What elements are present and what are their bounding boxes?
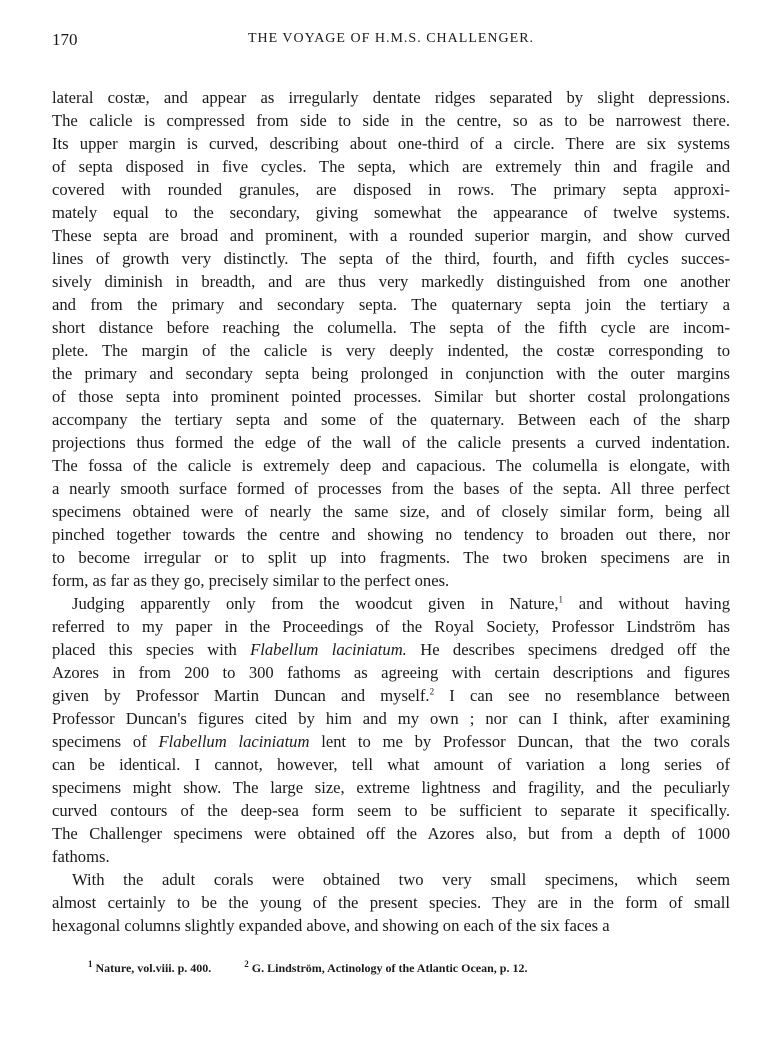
text-segment: Judging apparently only from the woodcut given in Nature, [72,594,559,613]
text-line: of those septa into prominent pointed processes. Similar but shorter costal prolongations [52,387,730,406]
text-line [52,592,730,615]
text-segment: specimens of [52,732,159,751]
text-line: lateral costæ, and appear as irregularly dentate ridges separated by slight depressions. [52,88,730,107]
text-line: almost certainly to be the young of the present species. They are in the form of small [52,893,730,912]
text-line: The Challenger specimens were obtained off the Azores also, but from a depth of 1000 [52,824,730,843]
footnote-1 [88,961,211,975]
text-segment: I can see no resemblance between [434,686,730,705]
footnote-ref: 1 [558,594,564,605]
text-segment: given by Professor Martin Duncan and myself. [52,686,430,705]
paragraph [52,592,730,868]
text-line: can be identical. I cannot, however, tell what amount of variation a long series of [52,755,730,774]
text-line: The calicle is compressed from side to side in the centre, so as to be narrowest there. [52,111,730,130]
text-line: referred to my paper in the Proceedings of the Royal Society, Professor Lindström has [52,617,730,636]
text-line: projections thus formed the edge of the wall of the calicle presents a curved indentation. [52,433,730,452]
footnote-text: Nature, vol.viii. p. 400. [95,961,212,975]
text-line: covered with rounded granules, are disposed in rows. The primary septa approxi- [52,180,730,199]
species-name: Flabellum laciniatum [158,732,310,751]
text-line: These septa are broad and prominent, with a rounded superior margin, and show curved [52,226,730,245]
text-line: lines of growth very distinctly. The septa of the third, fourth, and fifth cycles succes- [52,249,730,268]
text-line: The fossa of the calicle is extremely deep and capacious. The columella is elongate, with [52,456,730,475]
text-segment: He describes specimens dredged off the [406,640,730,659]
text-line: the primary and secondary septa being prolonged in conjunction with the outer margins [52,364,730,383]
text-line: mately equal to the secondary, giving somewhat the appearance of twelve systems. [52,203,730,222]
body-text [52,86,730,937]
text-line: accompany the tertiary septa and some of the quaternary. Between each of the sharp [52,410,730,429]
running-header [52,30,730,54]
text-line: a nearly smooth surface formed of processes from the bases of the septa. All three perfect [52,479,730,498]
text-line: form, as far as they go, precisely similar to the perfect ones. [52,571,450,590]
text-line: to become irregular or to split up into fragments. The two broken specimens are in [52,548,730,567]
text-line: plete. The margin of the calicle is very deeply indented, the costæ corresponding to [52,341,730,360]
text-line: curved contours of the deep-sea form seem to be sufficient to separate it specifically. [52,801,730,820]
text-line: Professor Duncan's figures cited by him and my own ; nor can I think, after examining [52,709,730,728]
text-line: sively diminish in breadth, and are thus very markedly distinguished from one another [52,272,730,291]
text-line: short distance before reaching the columella. The septa of the fifth cycle are incom- [52,318,730,337]
text-segment: and without having [563,594,730,613]
text-line [52,638,730,661]
footnote-mark: 2 [244,959,249,969]
text-line: pinched together towards the centre and showing no tendency to broaden out there, nor [52,525,730,544]
text-line: of septa disposed in five cycles. The septa, which are extremely thin and fragile and [52,157,730,176]
footnote-2 [244,961,527,975]
text-line: With the adult corals were obtained two very small specimens, which seem [72,870,730,889]
footnote-ref: 2 [429,686,435,697]
text-segment: placed this species with [52,640,251,659]
running-title: THE VOYAGE OF H.M.S. CHALLENGER. [247,31,535,46]
page-number: 170 [52,30,78,49]
text-line: hexagonal columns slightly expanded above, and showing on each of the six faces a [52,916,610,935]
text-line: Its upper margin is curved, describing about one-third of a circle. There are six systems [52,134,730,153]
footnotes [88,961,527,976]
footnote-text: G. Lindström, Actinology of the Atlantic Ocean, p. 12. [251,961,528,975]
paragraph [52,868,730,937]
text-line: fathoms. [52,847,110,866]
text-line [52,730,730,753]
text-line: and from the primary and secondary septa. The quaternary septa join the tertiary a [52,295,730,314]
text-line: Azores in from 200 to 300 fathoms as agreeing with certain descriptions and figures [52,663,730,682]
text-segment: lent to me by Professor Duncan, that the two corals [309,732,730,751]
text-line: specimens obtained were of nearly the same size, and of closely similar form, being all [52,502,730,521]
text-line [52,684,730,707]
species-name: Flabellum laciniatum. [250,640,407,659]
text-line: specimens might show. The large size, extreme lightness and fragility, and the peculiarly [52,778,730,797]
footnote-mark: 1 [88,959,93,969]
paragraph [52,86,730,592]
